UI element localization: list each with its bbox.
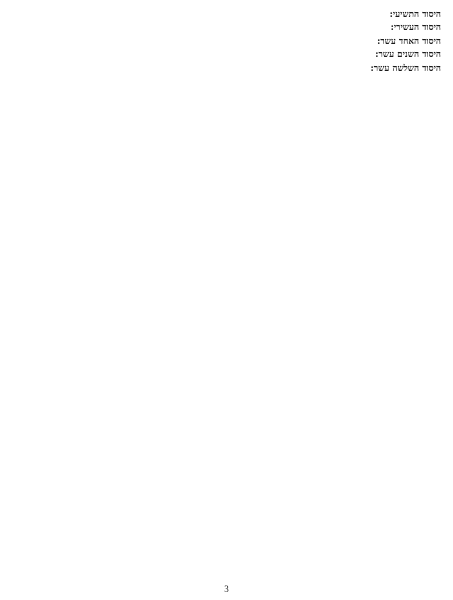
page-content	[12, 10, 441, 75]
section-heading-ninth: היסוד התשיעי:	[389, 10, 441, 20]
section-heading-twelfth: היסוד השנים עשר:	[375, 50, 441, 61]
page-number: 3	[224, 584, 229, 594]
section-heading-eleventh: היסוד האחד עשר:	[377, 36, 441, 47]
section-heading-tenth: היסוד העשירי:	[390, 23, 441, 34]
section-heading-thirteenth: היסוד השלשה עשר:	[370, 63, 441, 74]
